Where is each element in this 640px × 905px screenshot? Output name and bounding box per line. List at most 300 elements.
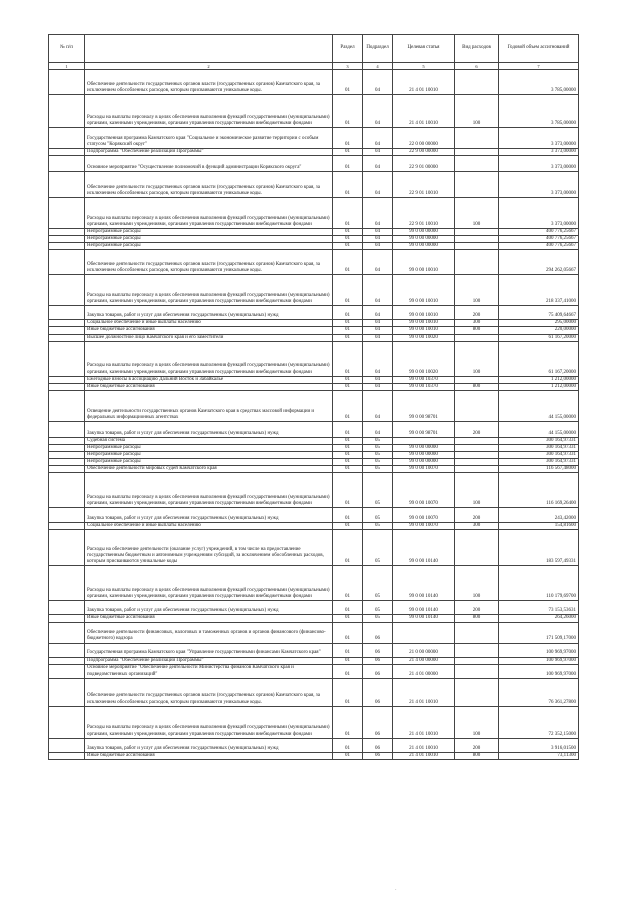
row-razdel-cell: 01 xyxy=(333,738,363,752)
table-row xyxy=(49,530,579,566)
row-name-cell: Государственная программа Камчатского края "Социальное и экономическое развитие территории с особым статусом "Корякский округ" xyxy=(85,128,333,149)
row-target-article-cell: 21 4 01 10010 xyxy=(393,738,455,752)
row-target-article-cell: 99 0 00 10070 xyxy=(393,508,455,523)
row-expense-type-cell: 200 xyxy=(455,421,499,437)
row-target-article-cell: 22 9 01 00000 xyxy=(393,156,455,172)
table-row xyxy=(49,421,579,437)
table-row xyxy=(49,320,579,327)
table-row xyxy=(49,243,579,250)
row-amount-cell: 3 916,01500 xyxy=(499,738,579,752)
row-razdel-cell: 01 xyxy=(333,376,363,383)
header-podrazdel: Подраздел xyxy=(363,35,393,63)
row-amount-cell: 400 776,25667 xyxy=(499,236,579,243)
row-podrazdel-cell: 05 xyxy=(363,601,393,615)
table-row xyxy=(49,444,579,451)
row-name-cell: Подпрограмма "Обеспечение реализации Программы" xyxy=(85,657,333,664)
row-razdel-cell: 01 xyxy=(333,752,363,759)
row-razdel-cell: 01 xyxy=(333,172,363,198)
row-expense-type-cell: 100 xyxy=(455,198,499,229)
row-podrazdel-cell: 05 xyxy=(363,444,393,451)
header-target-article: Целевая статья xyxy=(393,35,455,63)
row-amount-cell: 3 785,00000 xyxy=(499,70,579,95)
row-expense-type-cell xyxy=(455,149,499,156)
row-number-cell xyxy=(49,615,85,622)
row-amount-cell: 3 373,00000 xyxy=(499,128,579,149)
table-row xyxy=(49,643,579,657)
table-row xyxy=(49,678,579,706)
row-expense-type-cell xyxy=(455,657,499,664)
row-razdel-cell: 01 xyxy=(333,156,363,172)
row-amount-cell: 171 509,17000 xyxy=(499,622,579,643)
row-razdel-cell: 01 xyxy=(333,306,363,320)
row-target-article-cell: 99 0 00 10370 xyxy=(393,383,455,390)
row-amount-cell: 100 969,97000 xyxy=(499,657,579,664)
table-row xyxy=(49,341,579,376)
row-podrazdel-cell: 04 xyxy=(363,198,393,229)
row-podrazdel-cell: 04 xyxy=(363,376,393,383)
row-target-article-cell: 99 0 00 10140 xyxy=(393,566,455,601)
row-amount-cell: 300 164,97331 xyxy=(499,459,579,466)
row-target-article-cell: 99 0 00 00000 xyxy=(393,452,455,459)
row-name-cell: Расходы на выплаты персоналу в целях обеспечения выполнения функций государственными (муниципальными) органами, казенными учреждениями, органами управления государственными внебюджетными фондами xyxy=(85,341,333,376)
row-name-cell: Расходы на выплаты персоналу в целях обеспечения выполнения функций государственными (муниципальными) органами, казенными учреждениями, органами управления государственными внебюджетными фондами xyxy=(85,275,333,306)
row-target-article-cell: 99 0 00 10010 xyxy=(393,320,455,327)
row-expense-type-cell xyxy=(455,243,499,250)
row-podrazdel-cell: 06 xyxy=(363,738,393,752)
row-number-cell xyxy=(49,320,85,327)
row-target-article-cell: 99 0 00 10070 xyxy=(393,466,455,473)
row-name-cell: Обеспечение деятельности мировых судей Камчатского края xyxy=(85,466,333,473)
row-expense-type-cell xyxy=(455,622,499,643)
row-razdel-cell: 01 xyxy=(333,523,363,530)
row-podrazdel-cell: 04 xyxy=(363,149,393,156)
row-name-cell: Основное мероприятие "Осуществление полномочий в функций администрации Корякского округа" xyxy=(85,156,333,172)
row-number-cell xyxy=(49,128,85,149)
row-target-article-cell: 99 0 00 00000 xyxy=(393,236,455,243)
row-target-article-cell: 99 0 00 10140 xyxy=(393,615,455,622)
row-podrazdel-cell: 05 xyxy=(363,566,393,601)
row-amount-cell: 61 167,20000 xyxy=(499,341,579,376)
row-expense-type-cell xyxy=(455,70,499,95)
row-target-article-cell: 99 0 00 00000 xyxy=(393,459,455,466)
row-target-article-cell: 21 4 01 00000 xyxy=(393,664,455,678)
row-name-cell: Непрограммные расходы xyxy=(85,444,333,451)
row-podrazdel-cell: 04 xyxy=(363,383,393,390)
row-razdel-cell: 01 xyxy=(333,229,363,236)
budget-document-sheet xyxy=(48,34,578,760)
row-expense-type-cell xyxy=(455,444,499,451)
row-number-cell xyxy=(49,437,85,444)
row-target-article-cell: 99 0 00 10010 xyxy=(393,250,455,275)
row-name-cell: Непрограммные расходы xyxy=(85,236,333,243)
table-row xyxy=(49,229,579,236)
row-name-cell: Обеспечение деятельности государственных органов власти (государственных органов) Камчатского края, за исключением обособленных расходов, которым присваиваются уникальные коды. xyxy=(85,172,333,198)
table-row xyxy=(49,437,579,444)
row-amount-cell: 73 153,53631 xyxy=(499,601,579,615)
row-podrazdel-cell: 04 xyxy=(363,236,393,243)
row-target-article-cell: 22 0 00 00000 xyxy=(393,128,455,149)
row-razdel-cell: 01 xyxy=(333,622,363,643)
row-target-article-cell: 99 0 00 00000 xyxy=(393,444,455,451)
table-row xyxy=(49,275,579,306)
row-podrazdel-cell: 04 xyxy=(363,229,393,236)
row-target-article-cell: 99 0 00 00000 xyxy=(393,243,455,250)
page-footer-mark: · xyxy=(395,888,397,893)
row-podrazdel-cell: 04 xyxy=(363,95,393,128)
row-expense-type-cell xyxy=(455,376,499,383)
row-razdel-cell: 01 xyxy=(333,334,363,341)
row-name-cell: Непрограммные расходы xyxy=(85,229,333,236)
row-podrazdel-cell: 04 xyxy=(363,334,393,341)
row-name-cell: Закупка товаров, работ и услуг для обеспечения государственных (муниципальных) нужд xyxy=(85,601,333,615)
column-index-row xyxy=(49,63,579,70)
row-expense-type-cell xyxy=(455,390,499,421)
row-razdel-cell: 01 xyxy=(333,459,363,466)
row-expense-type-cell: 100 xyxy=(455,95,499,128)
row-amount-cell: 72 352,15000 xyxy=(499,706,579,738)
row-razdel-cell: 01 xyxy=(333,341,363,376)
row-podrazdel-cell: 06 xyxy=(363,643,393,657)
table-row xyxy=(49,236,579,243)
row-razdel-cell: 01 xyxy=(333,530,363,566)
row-expense-type-cell xyxy=(455,236,499,243)
row-number-cell xyxy=(49,70,85,95)
index-cell: 2 xyxy=(85,63,333,70)
row-name-cell: Расходы на выплаты персоналу в целях обеспечения выполнения функций государственными (муниципальными) органами, казенными учреждениями, органами управления государственными внебюджетными фондами xyxy=(85,706,333,738)
row-expense-type-cell xyxy=(455,172,499,198)
row-name-cell: Расходы на обеспечение деятельности (оказание услуг) учреждений, в том числе на предоставление государственным бюджетным и автономным учреждениям субсидий, за исключением обособленных расходов, которым присваиваются уникальные коды xyxy=(85,530,333,566)
budget-allocation-table xyxy=(48,34,579,760)
header-number: № п/п xyxy=(49,35,85,63)
row-amount-cell: 3 373,00000 xyxy=(499,198,579,229)
index-cell: 3 xyxy=(333,63,363,70)
row-razdel-cell: 01 xyxy=(333,566,363,601)
row-expense-type-cell xyxy=(455,452,499,459)
row-razdel-cell: 01 xyxy=(333,250,363,275)
table-row xyxy=(49,390,579,421)
table-row xyxy=(49,156,579,172)
row-name-cell: Иные бюджетные ассигнования xyxy=(85,752,333,759)
row-name-cell: Обеспечение деятельности государственных органов власти (государственных органов) Камчатского края, за исключением обособленных расходов, которым присваиваются уникальные коды. xyxy=(85,250,333,275)
row-amount-cell: 61 167,20000 xyxy=(499,334,579,341)
row-amount-cell: 110 179,69700 xyxy=(499,566,579,601)
row-name-cell: Обеспечение деятельности государственных органов власти (государственных органов) Камчатского края, за исключением обособленных расходов, которым присваиваются уникальные коды. xyxy=(85,678,333,706)
row-razdel-cell: 01 xyxy=(333,452,363,459)
row-name-cell: Подпрограмма "Обеспечение реализации Программы" xyxy=(85,149,333,156)
row-name-cell: Расходы на выплаты персоналу в целях обеспечения выполнения функций государственными (муниципальными) органами, казенными учреждениями, органами управления государственными внебюджетными фондами xyxy=(85,566,333,601)
row-podrazdel-cell: 04 xyxy=(363,327,393,334)
row-target-article-cell: 99 0 00 10070 xyxy=(393,523,455,530)
table-row xyxy=(49,459,579,466)
row-podrazdel-cell: 06 xyxy=(363,752,393,759)
row-razdel-cell: 01 xyxy=(333,70,363,95)
row-number-cell xyxy=(49,508,85,523)
row-number-cell xyxy=(49,601,85,615)
table-row xyxy=(49,622,579,643)
row-number-cell xyxy=(49,678,85,706)
row-name-cell: Социальное обеспечение и иные выплаты населению xyxy=(85,523,333,530)
row-razdel-cell: 01 xyxy=(333,327,363,334)
row-razdel-cell: 01 xyxy=(333,383,363,390)
table-row xyxy=(49,250,579,275)
row-number-cell xyxy=(49,643,85,657)
row-razdel-cell: 01 xyxy=(333,657,363,664)
row-target-article-cell: 21 4 01 10010 xyxy=(393,70,455,95)
row-expense-type-cell: 100 xyxy=(455,341,499,376)
row-razdel-cell: 01 xyxy=(333,444,363,451)
row-expense-type-cell: 800 xyxy=(455,752,499,759)
row-expense-type-cell: 200 xyxy=(455,306,499,320)
row-number-cell xyxy=(49,459,85,466)
row-amount-cell: 100 969,97000 xyxy=(499,664,579,678)
row-amount-cell: 75 409,64667 xyxy=(499,306,579,320)
row-amount-cell: 300 164,97331 xyxy=(499,444,579,451)
row-podrazdel-cell: 04 xyxy=(363,341,393,376)
row-target-article-cell: 99 0 00 00000 xyxy=(393,229,455,236)
row-razdel-cell: 01 xyxy=(333,275,363,306)
table-row xyxy=(49,466,579,473)
row-name-cell: Непрограммные расходы xyxy=(85,452,333,459)
row-target-article-cell: 21 4 01 10010 xyxy=(393,752,455,759)
row-podrazdel-cell: 06 xyxy=(363,657,393,664)
row-podrazdel-cell: 05 xyxy=(363,466,393,473)
row-amount-cell: 3 785,00000 xyxy=(499,95,579,128)
row-expense-type-cell xyxy=(455,530,499,566)
row-amount-cell: 100 969,97000 xyxy=(499,643,579,657)
row-razdel-cell: 01 xyxy=(333,508,363,523)
row-razdel-cell: 01 xyxy=(333,601,363,615)
index-cell: 4 xyxy=(363,63,393,70)
row-number-cell xyxy=(49,95,85,128)
row-razdel-cell: 01 xyxy=(333,678,363,706)
row-target-article-cell: 21 4 00 00000 xyxy=(393,657,455,664)
row-amount-cell: 44 155,00000 xyxy=(499,390,579,421)
row-target-article-cell: 99 0 00 10140 xyxy=(393,601,455,615)
row-expense-type-cell xyxy=(455,156,499,172)
row-target-article-cell: 99 0 00 10140 xyxy=(393,530,455,566)
row-target-article-cell: 22 9 00 00000 xyxy=(393,149,455,156)
row-amount-cell: 3 373,00000 xyxy=(499,172,579,198)
table-row xyxy=(49,706,579,738)
row-expense-type-cell: 800 xyxy=(455,327,499,334)
row-amount-cell: 76 361,27800 xyxy=(499,678,579,706)
row-target-article-cell xyxy=(393,622,455,643)
row-name-cell: Ежегодные взносы в ассоциацию Дальний Восток и Забайкалье xyxy=(85,376,333,383)
row-number-cell xyxy=(49,172,85,198)
row-number-cell xyxy=(49,390,85,421)
row-name-cell: Расходы на выплаты персоналу в целях обеспечения выполнения функций государственными (муниципальными) органами, казенными учреждениями, органами управления государственными внебюджетными фондами xyxy=(85,198,333,229)
row-target-article-cell: 22 9 01 10010 xyxy=(393,172,455,198)
row-amount-cell: 116 169,26400 xyxy=(499,473,579,508)
row-name-cell: Освещение деятельности государственных органов Камчатского края в средствах массовой информации и федеральных информационных агентствах xyxy=(85,390,333,421)
row-name-cell: Судебная система xyxy=(85,437,333,444)
row-number-cell xyxy=(49,383,85,390)
row-podrazdel-cell: 05 xyxy=(363,473,393,508)
row-expense-type-cell xyxy=(455,229,499,236)
row-expense-type-cell xyxy=(455,128,499,149)
table-row xyxy=(49,128,579,149)
row-number-cell xyxy=(49,444,85,451)
row-razdel-cell: 01 xyxy=(333,437,363,444)
table-header-row xyxy=(49,35,579,63)
row-name-cell: Расходы на выплаты персоналу в целях обеспечения выполнения функций государственными (муниципальными) органами, казенными учреждениями, органами управления государственными внебюджетными фондами xyxy=(85,95,333,128)
row-expense-type-cell: 800 xyxy=(455,615,499,622)
row-amount-cell: 3 373,00000 xyxy=(499,156,579,172)
row-amount-cell: 44 155,00000 xyxy=(499,421,579,437)
header-expense-type: Вид расходов xyxy=(455,35,499,63)
row-target-article-cell: 99 0 00 10020 xyxy=(393,334,455,341)
row-number-cell xyxy=(49,452,85,459)
row-target-article-cell: 21 4 01 10010 xyxy=(393,95,455,128)
row-podrazdel-cell: 06 xyxy=(363,664,393,678)
row-name-cell: Закупка товаров, работ и услуг для обеспечения государственных (муниципальных) нужд xyxy=(85,306,333,320)
row-razdel-cell: 01 xyxy=(333,664,363,678)
row-podrazdel-cell: 05 xyxy=(363,530,393,566)
row-amount-cell: 300 164,97331 xyxy=(499,452,579,459)
table-row xyxy=(49,752,579,759)
row-amount-cell: 300 164,97331 xyxy=(499,437,579,444)
row-name-cell: Иные бюджетные ассигнования xyxy=(85,327,333,334)
table-row xyxy=(49,664,579,678)
table-row xyxy=(49,383,579,390)
row-razdel-cell: 01 xyxy=(333,149,363,156)
row-expense-type-cell: 100 xyxy=(455,706,499,738)
row-amount-cell: 243,42000 xyxy=(499,508,579,523)
row-podrazdel-cell: 05 xyxy=(363,615,393,622)
row-podrazdel-cell: 04 xyxy=(363,128,393,149)
table-row xyxy=(49,452,579,459)
row-podrazdel-cell: 06 xyxy=(363,678,393,706)
row-name-cell: Расходы на выплаты персоналу в целях обеспечения выполнения функций государственными (муниципальными) органами, казенными учреждениями, органами управления государственными внебюджетными фондами xyxy=(85,473,333,508)
row-number-cell xyxy=(49,657,85,664)
row-podrazdel-cell: 04 xyxy=(363,70,393,95)
row-razdel-cell: 01 xyxy=(333,390,363,421)
row-number-cell xyxy=(49,706,85,738)
row-number-cell xyxy=(49,229,85,236)
row-podrazdel-cell: 05 xyxy=(363,459,393,466)
table-row xyxy=(49,601,579,615)
row-number-cell xyxy=(49,198,85,229)
row-expense-type-cell: 100 xyxy=(455,275,499,306)
row-razdel-cell: 01 xyxy=(333,198,363,229)
row-amount-cell: 218 337,41000 xyxy=(499,275,579,306)
row-razdel-cell: 01 xyxy=(333,466,363,473)
row-amount-cell: 154,81600 xyxy=(499,523,579,530)
row-podrazdel-cell: 04 xyxy=(363,306,393,320)
row-amount-cell: 294 262,05667 xyxy=(499,250,579,275)
row-name-cell: Непрограммные расходы xyxy=(85,459,333,466)
row-name-cell: Иные бюджетные ассигнования xyxy=(85,615,333,622)
table-row xyxy=(49,615,579,622)
row-razdel-cell: 01 xyxy=(333,643,363,657)
row-target-article-cell: 99 0 00 10020 xyxy=(393,341,455,376)
row-name-cell: Закупка товаров, работ и услуг для обеспечения государственных (муниципальных) нужд xyxy=(85,738,333,752)
table-row xyxy=(49,738,579,752)
row-name-cell: Обеспечение деятельности государственных органов власти (государственных органов) Камчатского края, за исключением обособленных расходов, которым присваиваются уникальные коды. xyxy=(85,70,333,95)
row-name-cell: Закупка товаров, работ и услуг для обеспечения государственных (муниципальных) нужд xyxy=(85,508,333,523)
header-razdel: Раздел xyxy=(333,35,363,63)
row-target-article-cell: 99 0 00 10370 xyxy=(393,376,455,383)
row-razdel-cell: 01 xyxy=(333,320,363,327)
row-name-cell: Высшее должностное лицо Камчатского края и его заместители xyxy=(85,334,333,341)
row-expense-type-cell: 300 xyxy=(455,320,499,327)
table-row xyxy=(49,508,579,523)
row-number-cell xyxy=(49,250,85,275)
row-amount-cell: 183 597,49331 xyxy=(499,530,579,566)
row-expense-type-cell xyxy=(455,437,499,444)
row-name-cell: Основное мероприятие "Обеспечение деятельности Министерства финансов Камчатского края и подведомственных организаций" xyxy=(85,664,333,678)
row-expense-type-cell: 100 xyxy=(455,473,499,508)
row-podrazdel-cell: 06 xyxy=(363,622,393,643)
row-podrazdel-cell: 06 xyxy=(363,706,393,738)
row-expense-type-cell: 200 xyxy=(455,738,499,752)
table-row xyxy=(49,657,579,664)
row-expense-type-cell xyxy=(455,643,499,657)
row-name-cell: Иные бюджетные ассигнования xyxy=(85,383,333,390)
row-expense-type-cell: 200 xyxy=(455,508,499,523)
row-podrazdel-cell: 04 xyxy=(363,156,393,172)
row-number-cell xyxy=(49,156,85,172)
row-razdel-cell: 01 xyxy=(333,243,363,250)
row-amount-cell: 220,00000 xyxy=(499,327,579,334)
row-target-article-cell: 21 4 01 10010 xyxy=(393,678,455,706)
row-target-article-cell: 99 0 00 10010 xyxy=(393,275,455,306)
row-number-cell xyxy=(49,149,85,156)
row-expense-type-cell: 300 xyxy=(455,523,499,530)
row-podrazdel-cell: 05 xyxy=(363,508,393,523)
row-razdel-cell: 01 xyxy=(333,236,363,243)
row-number-cell xyxy=(49,376,85,383)
row-target-article-cell: 99 0 00 10070 xyxy=(393,473,455,508)
row-amount-cell: 295,00000 xyxy=(499,320,579,327)
table-row xyxy=(49,327,579,334)
row-expense-type-cell xyxy=(455,250,499,275)
row-name-cell: Социальное обеспечение и иные выплаты населению xyxy=(85,320,333,327)
row-razdel-cell: 01 xyxy=(333,473,363,508)
table-row xyxy=(49,95,579,128)
table-row xyxy=(49,149,579,156)
index-cell: 6 xyxy=(455,63,499,70)
row-number-cell xyxy=(49,530,85,566)
table-row xyxy=(49,566,579,601)
row-expense-type-cell xyxy=(455,664,499,678)
row-podrazdel-cell: 05 xyxy=(363,523,393,530)
row-number-cell xyxy=(49,622,85,643)
row-expense-type-cell: 800 xyxy=(455,383,499,390)
row-expense-type-cell xyxy=(455,334,499,341)
row-target-article-cell: 99 0 00 10010 xyxy=(393,306,455,320)
row-amount-cell: 116 567,48000 xyxy=(499,466,579,473)
row-amount-cell: 73,11300 xyxy=(499,752,579,759)
row-expense-type-cell xyxy=(455,678,499,706)
table-row xyxy=(49,198,579,229)
row-razdel-cell: 01 xyxy=(333,128,363,149)
row-podrazdel-cell: 05 xyxy=(363,452,393,459)
row-expense-type-cell xyxy=(455,459,499,466)
row-target-article-cell: 99 0 00 98701 xyxy=(393,390,455,421)
row-number-cell xyxy=(49,236,85,243)
row-expense-type-cell xyxy=(455,466,499,473)
row-podrazdel-cell: 04 xyxy=(363,243,393,250)
row-podrazdel-cell: 04 xyxy=(363,390,393,421)
table-row xyxy=(49,306,579,320)
row-expense-type-cell: 200 xyxy=(455,601,499,615)
row-target-article-cell: 22 9 01 10010 xyxy=(393,198,455,229)
row-target-article-cell: 99 0 00 98701 xyxy=(393,421,455,437)
row-amount-cell: 264,26000 xyxy=(499,615,579,622)
row-number-cell xyxy=(49,473,85,508)
row-podrazdel-cell: 04 xyxy=(363,172,393,198)
